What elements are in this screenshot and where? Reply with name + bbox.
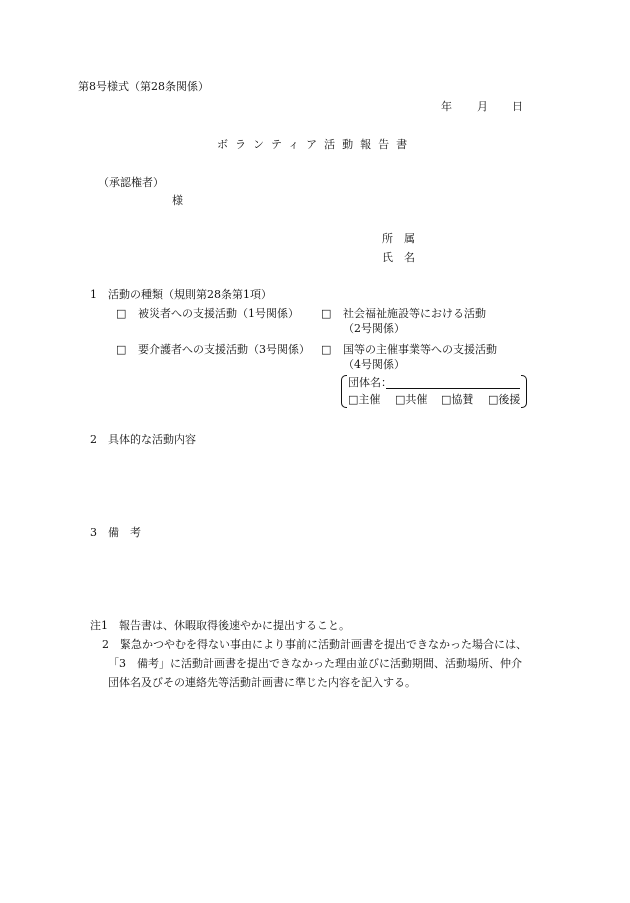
group-name-field[interactable] bbox=[386, 388, 520, 389]
section1-heading: 1 活動の種類（規則第28条第1項） bbox=[90, 288, 272, 301]
note-2-line-1: 2 緊急かつやむを得ない事由により事前に活動計画書を提出できなかった場合には、 bbox=[102, 638, 527, 651]
role-cosponsor[interactable]: □共催 bbox=[395, 393, 428, 406]
role-endorsement[interactable]: □後援 bbox=[488, 393, 521, 406]
date-year-label: 年 bbox=[441, 100, 452, 113]
option-checkbox-3[interactable]: □ bbox=[116, 343, 127, 356]
page-title: ボランティア活動報告書 bbox=[217, 138, 415, 151]
note-1: 注1 報告書は、休暇取得後速やかに提出すること。 bbox=[90, 619, 350, 632]
group-name-label: 団体名： bbox=[348, 376, 392, 389]
form-number: 第8号様式（第28条関係） bbox=[78, 80, 209, 93]
group-box-right-bracket bbox=[521, 375, 527, 408]
option-label-3: 要介護者への支援活動（3号関係） bbox=[138, 343, 310, 356]
section3-heading: 3 備 考 bbox=[90, 526, 141, 539]
option-label-4: 国等の主催事業等への支援活動 bbox=[343, 343, 497, 356]
role-support[interactable]: □協賛 bbox=[441, 393, 474, 406]
date-day-label: 日 bbox=[512, 100, 523, 113]
option-checkbox-1[interactable]: □ bbox=[116, 307, 127, 320]
date-month-label: 月 bbox=[477, 100, 488, 113]
group-info-box bbox=[341, 375, 527, 408]
role-sponsor[interactable]: □主催 bbox=[348, 393, 381, 406]
note-2-line-2: 「3 備考」に活動計画書を提出できなかった理由並びに活動期間、活動場所、仲介 bbox=[108, 657, 522, 670]
option-sub-4: （4号関係） bbox=[343, 358, 405, 371]
option-checkbox-4[interactable]: □ bbox=[321, 343, 332, 356]
option-label-2: 社会福祉施設等における活動 bbox=[343, 307, 486, 320]
section2-heading: 2 具体的な活動内容 bbox=[90, 433, 196, 446]
group-box-left-bracket bbox=[341, 375, 347, 408]
note-2-line-3: 団体名及びその連絡先等活動計画書に準じた内容を記入する。 bbox=[108, 676, 416, 689]
name-label: 氏 名 bbox=[382, 251, 415, 264]
approver-label: （承認権者） bbox=[98, 176, 164, 189]
option-sub-2: （2号関係） bbox=[343, 322, 405, 335]
option-checkbox-2[interactable]: □ bbox=[321, 307, 332, 320]
option-label-1: 被災者への支援活動（1号関係） bbox=[138, 307, 299, 320]
affiliation-label: 所 属 bbox=[382, 232, 415, 245]
approver-honorific: 様 bbox=[172, 194, 183, 207]
